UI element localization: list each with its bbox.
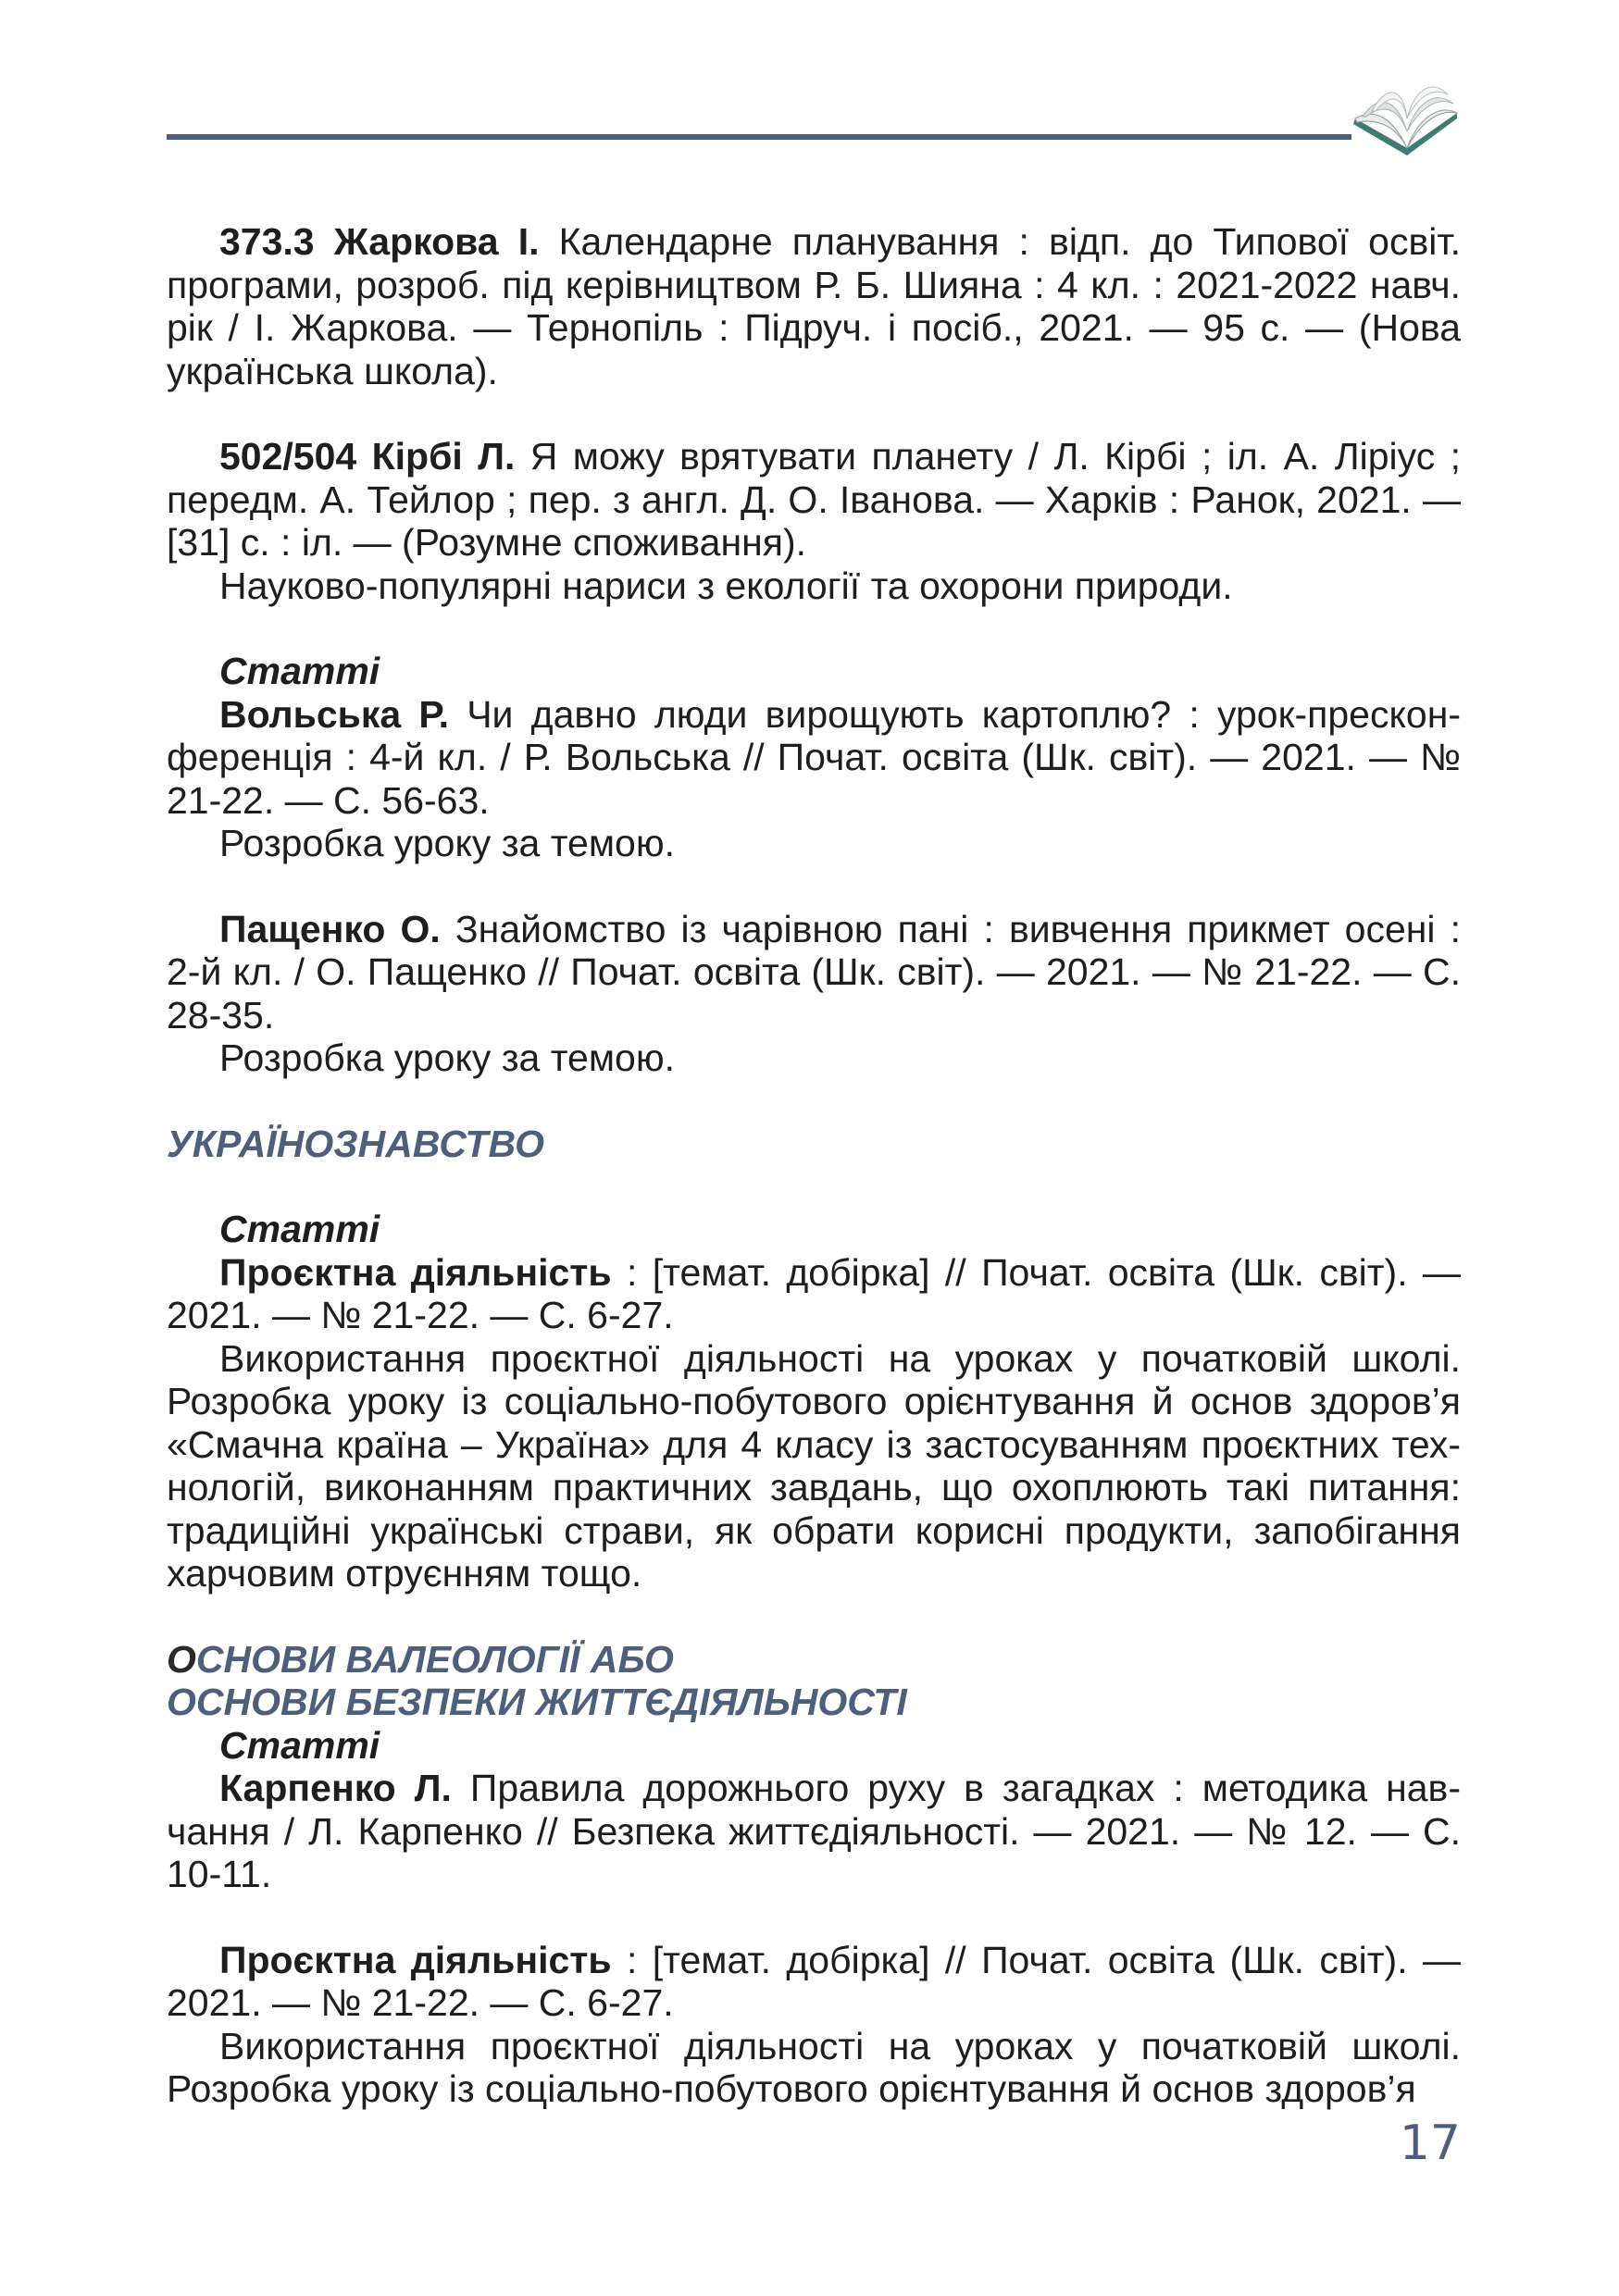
articles-subheading: Статті — [219, 1723, 380, 1767]
open-book-icon — [1350, 76, 1461, 168]
entry-head: 373.3 Жаркова І. — [219, 220, 540, 263]
entry-text: Правила дорожнього руху в загадках : методика навчання / Л. Карпенко // Безпека життєдіяльності. — 2021. — № 12. — С. 10-11. — [167, 1767, 1461, 1895]
entry-pashchenko — [167, 908, 1461, 1037]
entry-text: Календарне планування : відп. до Типової освіт. програми, розроб. під керівництвом Р. Б. Шияна : 4 кл. : 2021-2022 навч. рік / І. Жаркова. — Тернопіль : Підруч. і посіб., 2021. — 95 с. — (Нова українська школа). — [167, 220, 1461, 392]
page-number: 17 — [1399, 2116, 1461, 2171]
entry-head: Пащенко О. — [219, 907, 441, 950]
articles-subheading: Статті — [219, 650, 380, 692]
section-heading-valeology — [167, 1638, 1461, 1682]
entry-text: Чи давно люди вирощують картоплю? : урок-пресконференція : 4-й кл. / Р. Вольська // Почат. освіта (Шк. світ). — 2021. — № 21-22. — С. 56-63. — [167, 692, 1461, 822]
entry-karpenko — [167, 1767, 1461, 1896]
section-heading-ukrainoznavstvo: УКРАЇНОЗНАВСТВО — [167, 1122, 544, 1165]
entry-zharkova — [167, 220, 1461, 392]
bibliography-content — [167, 220, 1461, 2111]
entry-head: Проєктна діяльність — [219, 1938, 612, 1981]
entry-head: Проєктна діяльність — [219, 1250, 612, 1294]
entry-note: Розробка уроку за темою. — [219, 1036, 675, 1079]
entry-text: : [темат. добірка] // Почат. освіта (Шк. світ). — 2021. — № 21-22. — С. 6-27. — [167, 1938, 1461, 2024]
entry-note: Використання проєктної діяльності на уроках у початковій школі. Розробка уроку із соціально-побутового орієнтування й основ здоров’я «Смачна країна – Україна» для 4 класу із застосуванням проєктних технологій, виконанням практичних завдань, що охоплюють такі питання: традиційні українські страви, як обрати корисні продукти, запобігання харчовим отруєнням тощо. — [167, 1336, 1461, 1595]
entry-text: Я можу врятувати планету / Л. Кірбі ; іл. А. Ліріус ; передм. А. Тейлор ; пер. з англ. Д. О. Іванова. — Харків : Ранок, 2021. — [31] с. : іл. — (Розумне споживання). — [167, 435, 1461, 564]
entry-volska — [167, 693, 1461, 823]
entry-note: Науково-популярні нариси з екології та охорони природи. — [219, 564, 1233, 607]
entry-head: Карпенко Л. — [219, 1767, 452, 1809]
entry-text: Знайомство із чарівною пані : вивчення прикмет осені : 2-й кл. / О. Пащенко // Почат. освіта (Шк. світ). — 2021. — № 21-22. — С. 28-35. — [167, 907, 1461, 1036]
articles-subheading: Статті — [219, 1208, 380, 1250]
section-heading-line1: СНОВИ ВАЛЕОЛОГІЇ АБО — [195, 1637, 674, 1681]
entry-text: : [темат. добірка] // Почат. освіта (Шк. світ). — 2021. — № 21-22. — С. 6-27. — [167, 1250, 1461, 1336]
entry-proektna-2 — [167, 1939, 1461, 2025]
section-initial: О — [167, 1637, 196, 1681]
section-heading-line2: ОСНОВИ БЕЗПЕКИ ЖИТТЄДІЯЛЬНОСТІ — [167, 1681, 907, 1723]
header-rule — [167, 134, 1351, 140]
entry-head: Вольська Р. — [219, 692, 450, 736]
entry-kirbi — [167, 435, 1461, 565]
entry-proektna-1 — [167, 1251, 1461, 1337]
entry-head: 502/504 Кірбі Л. — [219, 435, 516, 478]
entry-note: Використання проєктної діяльності на уроках у початковій школі. Розробка уроку із соціально-побутового орієнтування й основ здоров’я — [167, 2024, 1461, 2110]
entry-note: Розробка уроку за темою. — [219, 822, 675, 864]
